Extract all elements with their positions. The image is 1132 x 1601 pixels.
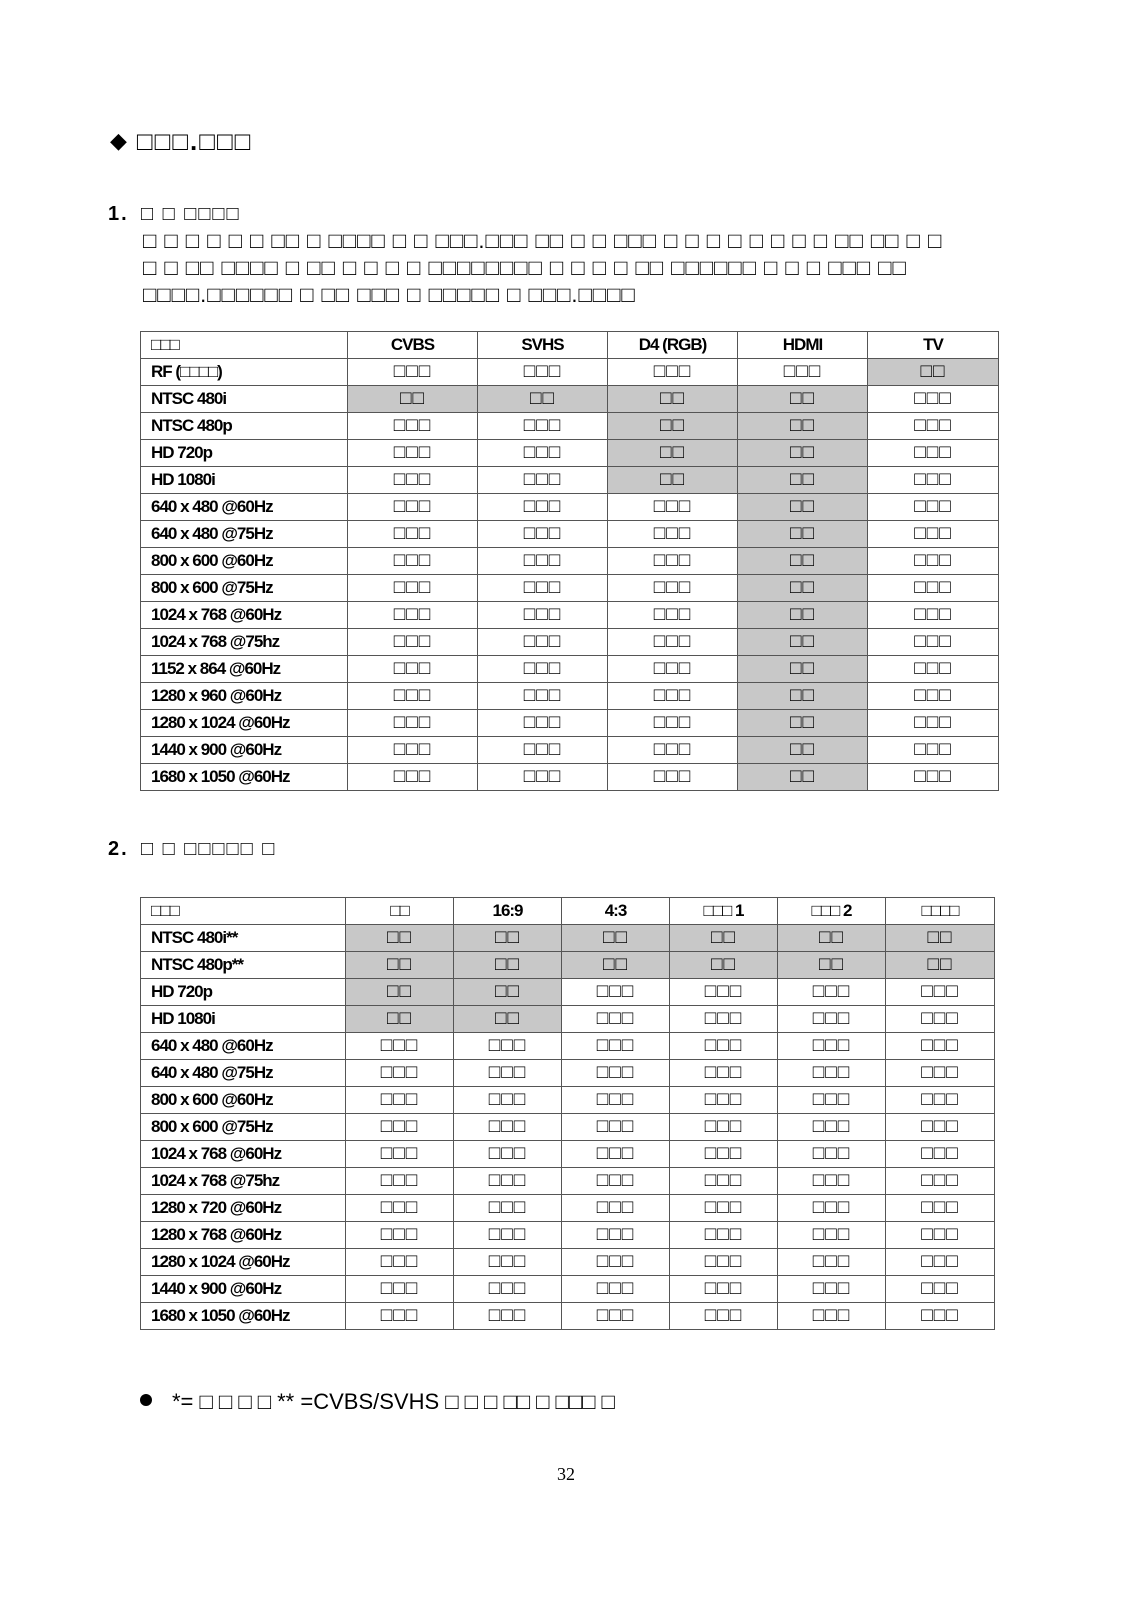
table-row [141,683,999,710]
supported-cell: □□ [738,575,868,602]
unsupported-cell: □□□ [608,575,738,602]
table-row [141,548,999,575]
row-label: 1024 x 768 @60Hz [141,602,348,629]
unsupported-cell: □□□ [868,602,999,629]
paragraph-line: □ □ □ □ □ □ □□ □ □□□□ □ □ □□□.□□□ □□ □ □ □□□ □ □ □ □ □ □ □ □ □□ □□ □ □ [143,228,943,253]
supported-cell: □□ [478,386,608,413]
unsupported-cell: □□□ [346,1168,454,1195]
unsupported-cell: □□□ [478,548,608,575]
unsupported-cell: □□□ [608,737,738,764]
unsupported-cell: □□□ [454,1033,562,1060]
unsupported-cell: □□□ [608,710,738,737]
supported-cell: □□ [454,952,562,979]
column-header: HDMI [738,332,868,359]
supported-cell: □□ [778,925,886,952]
supported-cell: □□ [738,683,868,710]
unsupported-cell: □□□ [778,1276,886,1303]
unsupported-cell: □□□ [670,1060,778,1087]
unsupported-cell: □□□ [346,1033,454,1060]
unsupported-cell: □□□ [454,1060,562,1087]
unsupported-cell: □□□ [670,1303,778,1330]
table-row [141,575,999,602]
supported-cell: □□ [868,359,999,386]
table-row [141,952,995,979]
unsupported-cell: □□□ [478,629,608,656]
unsupported-cell: □□□ [346,1114,454,1141]
table-row [141,737,999,764]
row-label: 800 x 600 @75Hz [141,1114,346,1141]
unsupported-cell: □□□ [478,683,608,710]
unsupported-cell: □□□ [478,656,608,683]
unsupported-cell: □□□ [346,1087,454,1114]
column-header: 16:9 [454,898,562,925]
unsupported-cell: □□□ [670,1195,778,1222]
supported-cell: □□ [738,413,868,440]
table-row [141,925,995,952]
column-header: □□□ [141,898,346,925]
unsupported-cell: □□□ [562,1303,670,1330]
table-row [141,1114,995,1141]
supported-cell: □□ [608,467,738,494]
unsupported-cell: □□□ [346,1195,454,1222]
unsupported-cell: □□□ [348,683,478,710]
column-header: CVBS [348,332,478,359]
row-label: HD 720p [141,979,346,1006]
unsupported-cell: □□□ [868,629,999,656]
supported-cell: □□ [738,764,868,791]
column-header: □□□ [141,332,348,359]
table-row [141,521,999,548]
supported-cell: □□ [562,952,670,979]
supported-cell: □□ [346,925,454,952]
unsupported-cell: □□□ [562,979,670,1006]
unsupported-cell: □□□ [346,1222,454,1249]
unsupported-cell: □□□ [562,1168,670,1195]
unsupported-cell: □□□ [778,1303,886,1330]
table-row [141,386,999,413]
supported-cell: □□ [608,440,738,467]
supported-cell: □□ [454,1006,562,1033]
unsupported-cell: □□□ [454,1222,562,1249]
row-label: 1680 x 1050 @60Hz [141,1303,346,1330]
row-label: NTSC 480i** [141,925,346,952]
unsupported-cell: □□□ [886,1276,995,1303]
table-row [141,1168,995,1195]
unsupported-cell: □□□ [478,359,608,386]
unsupported-cell: □□□ [562,1087,670,1114]
subsection-title: □ □ □□□□□ □ [141,838,277,860]
supported-cell: □□ [886,925,995,952]
unsupported-cell: □□□ [478,737,608,764]
unsupported-cell: □□□ [562,1195,670,1222]
unsupported-cell: □□□ [670,1141,778,1168]
row-label: 1280 x 1024 @60Hz [141,710,348,737]
column-header: □□ [346,898,454,925]
supported-cell: □□ [886,952,995,979]
subsection-2-heading [108,838,276,861]
unsupported-cell: □□□ [886,1222,995,1249]
supported-cell: □□ [608,413,738,440]
unsupported-cell: □□□ [778,1195,886,1222]
table-row [141,602,999,629]
unsupported-cell: □□□ [346,1249,454,1276]
unsupported-cell: □□□ [348,467,478,494]
unsupported-cell: □□□ [348,359,478,386]
subsection-title: □ □ □□□□ [141,203,241,225]
supported-cell: □□ [778,952,886,979]
row-label: 1280 x 1024 @60Hz [141,1249,346,1276]
supported-cell: □□ [738,737,868,764]
unsupported-cell: □□□ [478,494,608,521]
unsupported-cell: □□□ [778,979,886,1006]
page-number: 32 [557,1464,575,1484]
table-row [141,1249,995,1276]
table-row [141,1033,995,1060]
unsupported-cell: □□□ [886,1141,995,1168]
unsupported-cell: □□□ [868,440,999,467]
unsupported-cell: □□□ [478,710,608,737]
supported-cell: □□ [608,386,738,413]
row-label: 1680 x 1050 @60Hz [141,764,348,791]
column-header: SVHS [478,332,608,359]
unsupported-cell: □□□ [608,683,738,710]
unsupported-cell: □□□ [778,1060,886,1087]
unsupported-cell: □□□ [608,656,738,683]
supported-cell: □□ [346,1006,454,1033]
supported-cell: □□ [738,548,868,575]
unsupported-cell: □□□ [348,602,478,629]
row-label: 1280 x 960 @60Hz [141,683,348,710]
row-label: HD 1080i [141,1006,346,1033]
column-header: □□□ 1 [670,898,778,925]
table-row [141,413,999,440]
row-label: 640 x 480 @60Hz [141,494,348,521]
table-row [141,656,999,683]
diamond-bullet-icon: ◆ [110,128,129,153]
supported-cell: □□ [738,629,868,656]
table-row [141,979,995,1006]
unsupported-cell: □□□ [886,1249,995,1276]
supported-cell: □□ [454,925,562,952]
column-header: □□□□ [886,898,995,925]
table-row [141,1141,995,1168]
table-row [141,1060,995,1087]
unsupported-cell: □□□ [738,359,868,386]
subsection-1-heading [108,203,241,226]
unsupported-cell: □□□ [778,1006,886,1033]
unsupported-cell: □□□ [478,413,608,440]
unsupported-cell: □□□ [868,683,999,710]
unsupported-cell: □□□ [886,1060,995,1087]
unsupported-cell: □□□ [348,440,478,467]
row-label: 1280 x 768 @60Hz [141,1222,346,1249]
unsupported-cell: □□□ [348,737,478,764]
footnote [140,1389,615,1415]
row-label: RF (□□□□) [141,359,348,386]
unsupported-cell: □□□ [778,1141,886,1168]
unsupported-cell: □□□ [346,1141,454,1168]
unsupported-cell: □□□ [608,548,738,575]
unsupported-cell: □□□ [478,602,608,629]
unsupported-cell: □□□ [478,440,608,467]
supported-cell: □□ [670,952,778,979]
supported-cell: □□ [348,386,478,413]
unsupported-cell: □□□ [562,1249,670,1276]
unsupported-cell: □□□ [886,1168,995,1195]
unsupported-cell: □□□ [454,1114,562,1141]
table-row [141,494,999,521]
unsupported-cell: □□□ [348,629,478,656]
paragraph-line: □ □ □□ □□□□ □ □□ □ □ □ □ □□□□□□□□ □ □ □ □ □□ □□□□□□ □ □ □ □□□ □□ [143,255,907,280]
supported-cell: □□ [738,494,868,521]
unsupported-cell: □□□ [670,1006,778,1033]
supported-cell: □□ [738,440,868,467]
unsupported-cell: □□□ [670,1168,778,1195]
row-label: 640 x 480 @60Hz [141,1033,346,1060]
row-label: 1440 x 900 @60Hz [141,737,348,764]
unsupported-cell: □□□ [608,629,738,656]
unsupported-cell: □□□ [868,386,999,413]
unsupported-cell: □□□ [868,656,999,683]
unsupported-cell: □□□ [886,1033,995,1060]
unsupported-cell: □□□ [478,764,608,791]
unsupported-cell: □□□ [562,1114,670,1141]
row-label: 1440 x 900 @60Hz [141,1276,346,1303]
table-row [141,764,999,791]
unsupported-cell: □□□ [868,521,999,548]
unsupported-cell: □□□ [562,1141,670,1168]
unsupported-cell: □□□ [562,1276,670,1303]
supported-cell: □□ [670,925,778,952]
row-label: 1024 x 768 @60Hz [141,1141,346,1168]
unsupported-cell: □□□ [886,1195,995,1222]
unsupported-cell: □□□ [868,764,999,791]
unsupported-cell: □□□ [670,979,778,1006]
unsupported-cell: □□□ [562,1006,670,1033]
column-header: 4:3 [562,898,670,925]
unsupported-cell: □□□ [608,359,738,386]
table-row [141,1006,995,1033]
column-header: □□□ 2 [778,898,886,925]
unsupported-cell: □□□ [778,1249,886,1276]
unsupported-cell: □□□ [608,602,738,629]
unsupported-cell: □□□ [562,1060,670,1087]
unsupported-cell: □□□ [778,1222,886,1249]
unsupported-cell: □□□ [348,548,478,575]
section-title [110,126,252,157]
row-label: HD 720p [141,440,348,467]
unsupported-cell: □□□ [478,521,608,548]
supported-cell: □□ [738,521,868,548]
unsupported-cell: □□□ [868,575,999,602]
row-label: NTSC 480p [141,413,348,440]
supported-cell: □□ [738,710,868,737]
unsupported-cell: □□□ [886,1087,995,1114]
unsupported-cell: □□□ [348,413,478,440]
paragraph-line: □□□□.□□□□□□ □ □□ □□□ □ □□□□□ □ □□□.□□□□ [143,282,636,307]
unsupported-cell: □□□ [670,1276,778,1303]
unsupported-cell: □□□ [670,1114,778,1141]
row-label: 640 x 480 @75Hz [141,521,348,548]
unsupported-cell: □□□ [868,710,999,737]
supported-cell: □□ [738,467,868,494]
row-label: NTSC 480i [141,386,348,413]
subsection-number: 2. [108,838,129,860]
header-row [141,898,995,925]
unsupported-cell: □□□ [670,1249,778,1276]
row-label: 800 x 600 @75Hz [141,575,348,602]
unsupported-cell: □□□ [670,1222,778,1249]
table-row [141,1222,995,1249]
unsupported-cell: □□□ [608,521,738,548]
unsupported-cell: □□□ [886,1303,995,1330]
unsupported-cell: □□□ [778,1114,886,1141]
unsupported-cell: □□□ [454,1087,562,1114]
unsupported-cell: □□□ [454,1249,562,1276]
bullet-dot-icon [140,1394,152,1406]
unsupported-cell: □□□ [348,521,478,548]
unsupported-cell: □□□ [886,1114,995,1141]
output-support-table [140,331,999,791]
unsupported-cell: □□□ [454,1303,562,1330]
unsupported-cell: □□□ [778,1168,886,1195]
unsupported-cell: □□□ [868,413,999,440]
supported-cell: □□ [454,979,562,1006]
unsupported-cell: □□□ [562,1033,670,1060]
unsupported-cell: □□□ [478,467,608,494]
unsupported-cell: □□□ [348,710,478,737]
column-header: TV [868,332,999,359]
supported-cell: □□ [346,952,454,979]
unsupported-cell: □□□ [346,1276,454,1303]
supported-cell: □□ [738,386,868,413]
unsupported-cell: □□□ [454,1168,562,1195]
row-label: NTSC 480p** [141,952,346,979]
table-row [141,467,999,494]
unsupported-cell: □□□ [868,737,999,764]
unsupported-cell: □□□ [670,1033,778,1060]
row-label: 1024 x 768 @75hz [141,1168,346,1195]
unsupported-cell: □□□ [868,548,999,575]
unsupported-cell: □□□ [608,764,738,791]
row-label: 1152 x 864 @60Hz [141,656,348,683]
unsupported-cell: □□□ [454,1195,562,1222]
unsupported-cell: □□□ [868,467,999,494]
table-row [141,1195,995,1222]
unsupported-cell: □□□ [348,656,478,683]
table-row [141,1303,995,1330]
aspect-support-table [140,897,995,1330]
unsupported-cell: □□□ [454,1141,562,1168]
table-row [141,1087,995,1114]
unsupported-cell: □□□ [778,1087,886,1114]
unsupported-cell: □□□ [478,575,608,602]
column-header: D4 (RGB) [608,332,738,359]
unsupported-cell: □□□ [778,1033,886,1060]
unsupported-cell: □□□ [868,494,999,521]
table-row [141,1276,995,1303]
table-row [141,710,999,737]
table-row [141,440,999,467]
unsupported-cell: □□□ [562,1222,670,1249]
row-label: 800 x 600 @60Hz [141,1087,346,1114]
subsection-number: 1. [108,203,129,225]
supported-cell: □□ [346,979,454,1006]
unsupported-cell: □□□ [348,494,478,521]
unsupported-cell: □□□ [454,1276,562,1303]
row-label: 1024 x 768 @75hz [141,629,348,656]
row-label: HD 1080i [141,467,348,494]
footnote-text: *= □ □ □ □ ** =CVBS/SVHS □ □ □ □□ □ □□□ □ [172,1389,615,1414]
supported-cell: □□ [738,656,868,683]
supported-cell: □□ [738,602,868,629]
unsupported-cell: □□□ [886,979,995,1006]
table-row [141,359,999,386]
unsupported-cell: □□□ [348,575,478,602]
table-row [141,629,999,656]
unsupported-cell: □□□ [608,494,738,521]
supported-cell: □□ [562,925,670,952]
unsupported-cell: □□□ [348,764,478,791]
section-title-text: □□□.□□□ [136,126,253,156]
row-label: 640 x 480 @75Hz [141,1060,346,1087]
header-row [141,332,999,359]
unsupported-cell: □□□ [346,1060,454,1087]
unsupported-cell: □□□ [670,1087,778,1114]
unsupported-cell: □□□ [886,1006,995,1033]
unsupported-cell: □□□ [346,1303,454,1330]
row-label: 800 x 600 @60Hz [141,548,348,575]
row-label: 1280 x 720 @60Hz [141,1195,346,1222]
